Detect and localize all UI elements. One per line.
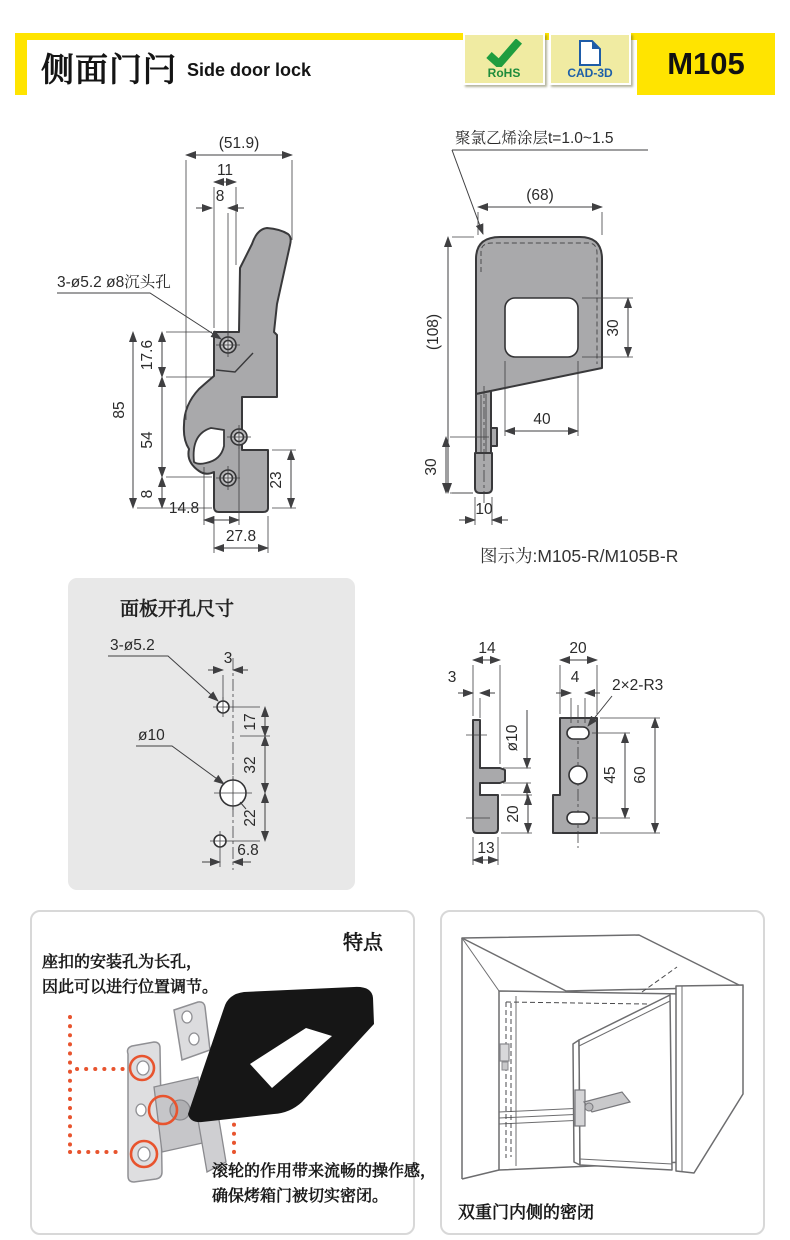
dim-label: 30 <box>605 319 622 337</box>
dim-label: 14 <box>478 640 496 657</box>
cutout-and-keeper-drawings <box>0 570 790 900</box>
dim-label: 30 <box>423 458 440 476</box>
dim-label: 85 <box>111 401 128 419</box>
dim-label: 8 <box>215 188 225 205</box>
application-box <box>440 910 765 1235</box>
cad-3d-badge[interactable] <box>549 33 631 85</box>
features-title: 特点 <box>343 932 383 954</box>
page-title-en: Side door lock <box>187 60 312 80</box>
slot-note: 2×2-R3 <box>612 677 664 694</box>
cabinet-illustration <box>442 912 763 1233</box>
dim-label: 6.8 <box>237 842 259 859</box>
dim-label: (108) <box>425 313 442 351</box>
dim-label: 8 <box>139 489 156 499</box>
latch-roller-nub <box>491 428 497 446</box>
panel-cutout-drawing <box>108 637 270 870</box>
dim-label: 60 <box>632 766 649 784</box>
roller <box>170 1100 190 1120</box>
page-title-zh: 侧面门闩 <box>41 51 177 88</box>
dim-label: 17 <box>242 713 259 731</box>
mount-note-line1: 座扣的安装孔为长孔， <box>42 954 203 971</box>
dim-label: 20 <box>569 640 587 657</box>
hole-note: 3-ø5.2 ø8沉头孔 <box>57 274 171 291</box>
keeper-front-view <box>553 640 663 848</box>
cutout-d10-note: ø10 <box>138 727 165 744</box>
dim-label: 54 <box>139 431 156 449</box>
dim-label: 11 <box>216 162 234 179</box>
keeper-hole-center <box>569 766 587 784</box>
keeper-slot-bottom <box>567 812 589 824</box>
frame-keeper <box>500 1044 509 1061</box>
coating-note: 聚氯乙烯涂层t=1.0~1.5 <box>455 130 614 147</box>
dimension-drawings <box>0 110 790 580</box>
front-view-drawing <box>423 128 678 566</box>
latch-window <box>505 298 578 357</box>
door-latch-roller <box>585 1103 593 1111</box>
header-title-panel <box>27 40 637 95</box>
dim-label: 17.6 <box>139 339 156 371</box>
dim-label: 10 <box>475 501 493 518</box>
cad-3d-badge-label: CAD-3D <box>567 66 613 80</box>
outer-door-panel <box>676 985 743 1173</box>
dim-label: 27.8 <box>225 528 257 545</box>
application-caption: 双重门内侧的密闭 <box>458 1203 594 1222</box>
dim-label: 22 <box>242 809 259 827</box>
frame-keeper-hook <box>502 1062 508 1070</box>
variant-caption: 图示为:M105-R/M105B-R <box>480 546 679 566</box>
document-icon <box>578 39 602 67</box>
latch-strip <box>476 391 491 453</box>
rohs-badge-label: RoHS <box>487 66 521 80</box>
header-bar <box>15 33 775 95</box>
dim-label: 23 <box>268 471 285 489</box>
roller-note-line2: 确保烤箱门被切实密闭。 <box>212 1188 389 1205</box>
dim-label: 45 <box>602 766 619 784</box>
keeper-side-view <box>448 640 532 865</box>
dim-label: 3 <box>223 650 233 667</box>
rohs-badge[interactable] <box>463 33 545 85</box>
dim-label: ø10 <box>504 724 521 752</box>
mount-note-line2: 因此可以进行位置调节。 <box>42 979 219 996</box>
panel-cutout-title: 面板开孔尺寸 <box>120 599 235 620</box>
dim-label: 20 <box>505 805 522 823</box>
dim-label: 40 <box>533 411 551 428</box>
dim-label: 13 <box>477 840 495 857</box>
cutout-holes-note: 3-ø5.2 <box>110 637 155 654</box>
door-latch-keeper <box>575 1090 585 1126</box>
part-number: M105 <box>667 46 745 81</box>
side-view-drawing <box>57 135 296 553</box>
dim-label: (68) <box>526 187 554 204</box>
keeper-top-bracket <box>174 1002 210 1060</box>
roller-note <box>212 1159 436 1209</box>
keeper-slot-top <box>567 727 589 739</box>
features-box <box>30 910 437 1235</box>
dim-label: 4 <box>570 669 580 686</box>
check-icon <box>484 39 524 67</box>
dim-label: (51.9) <box>218 135 260 152</box>
dim-label: 3 <box>447 669 457 686</box>
dim-label: 32 <box>242 756 259 774</box>
dim-label: 14.8 <box>168 500 200 517</box>
roller-note-line1: 滚轮的作用带来流畅的操作感， <box>212 1163 437 1180</box>
latch-foot <box>475 453 492 493</box>
